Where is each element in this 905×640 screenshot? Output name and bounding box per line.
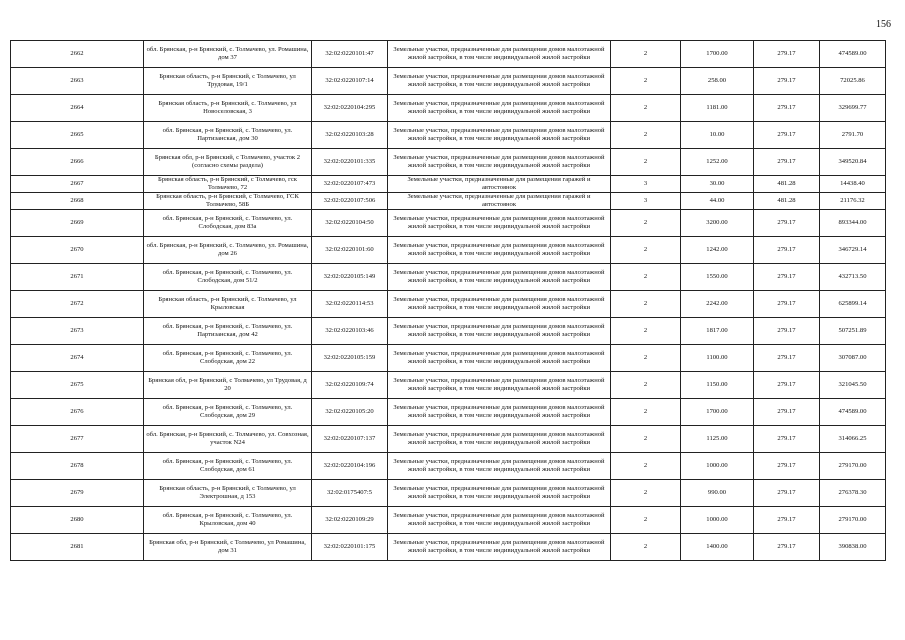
- cadastral-value-cell: 321045.50: [820, 372, 886, 399]
- table-row: [11, 176, 886, 193]
- row-number-cell: 2679: [11, 480, 144, 507]
- cadastral-number-cell: 32:02:0220103:28: [312, 122, 388, 149]
- rate-cell: 279.17: [754, 507, 820, 534]
- land-use-cell: Земельные участки, предназначенные для размещения домов малоэтажной жилой застройки, в том числе индивидуальной жилой застройки: [388, 345, 611, 372]
- cadastral-number-cell: 32:02:0220101:47: [312, 41, 388, 68]
- table-row: [11, 480, 886, 507]
- land-use-cell: Земельные участки, предназначенные для размещения домов малоэтажной жилой застройки, в том числе индивидуальной жилой застройки: [388, 372, 611, 399]
- row-number-cell: 2663: [11, 68, 144, 95]
- area-cell: 1242.00: [681, 237, 754, 264]
- land-use-cell: Земельные участки, предназначенные для размещения домов малоэтажной жилой застройки, в том числе индивидуальной жилой застройки: [388, 480, 611, 507]
- land-use-cell: Земельные участки, предназначенные для размещения домов малоэтажной жилой застройки, в том числе индивидуальной жилой застройки: [388, 318, 611, 345]
- row-number-cell: 2669: [11, 210, 144, 237]
- land-use-cell: Земельные участки, предназначенные для размещения домов малоэтажной жилой застройки, в том числе индивидуальной жилой застройки: [388, 95, 611, 122]
- address-cell: обл. Брянская, р-н Брянский, с. Толмачево, ул. Партизанская, дом 42: [144, 318, 312, 345]
- land-use-cell: Земельные участки, предназначенные для размещения гаражей и автостоянок: [388, 176, 611, 193]
- address-cell: обл. Брянская, р-н Брянский, с. Толмачево, ул. Слободская, дом 29: [144, 399, 312, 426]
- table-body: [11, 41, 886, 561]
- use-type-cell: 2: [611, 345, 681, 372]
- address-cell: Брянская область, р-н Брянский, с Толмачево, гск Толмачево, 72: [144, 176, 312, 193]
- address-cell: обл. Брянская, р-н Брянский, с. Толмачево, ул. Партизанская, дом 30: [144, 122, 312, 149]
- address-cell: обл. Брянская, р-н Брянский, с. Толмачево, ул. Слободская, дом 61: [144, 453, 312, 480]
- use-type-cell: 2: [611, 41, 681, 68]
- area-cell: 30.00: [681, 176, 754, 193]
- table-row: [11, 237, 886, 264]
- table-row: [11, 372, 886, 399]
- cadastral-number-cell: 32:02:0220107:473: [312, 176, 388, 193]
- cadastral-value-cell: 14438.40: [820, 176, 886, 193]
- row-number-cell: 2668: [11, 193, 144, 210]
- row-number-cell: 2675: [11, 372, 144, 399]
- area-cell: 1100.00: [681, 345, 754, 372]
- cadastral-number-cell: 32:02:0220103:46: [312, 318, 388, 345]
- table-row: [11, 318, 886, 345]
- cadastral-number-cell: 32:02:0220105:149: [312, 264, 388, 291]
- land-use-cell: Земельные участки, предназначенные для размещения домов малоэтажной жилой застройки, в том числе индивидуальной жилой застройки: [388, 534, 611, 561]
- address-cell: Брянская обл, р-н Брянский, с Толмачево, участок 2 (согласно схемы раздела): [144, 149, 312, 176]
- rate-cell: 279.17: [754, 345, 820, 372]
- table-row: [11, 507, 886, 534]
- area-cell: 258.00: [681, 68, 754, 95]
- rate-cell: 279.17: [754, 426, 820, 453]
- row-number-cell: 2681: [11, 534, 144, 561]
- cadastral-number-cell: 32:02:0220104:295: [312, 95, 388, 122]
- address-cell: обл. Брянская, р-н Брянский, с. Толмачево, ул. Слободская, дом 51/2: [144, 264, 312, 291]
- cadastral-number-cell: 32:02:0220104:50: [312, 210, 388, 237]
- rate-cell: 481.28: [754, 176, 820, 193]
- use-type-cell: 2: [611, 95, 681, 122]
- cadastral-value-cell: 432713.50: [820, 264, 886, 291]
- row-number-cell: 2670: [11, 237, 144, 264]
- use-type-cell: 2: [611, 453, 681, 480]
- use-type-cell: 2: [611, 210, 681, 237]
- area-cell: 1252.00: [681, 149, 754, 176]
- rate-cell: 279.17: [754, 237, 820, 264]
- use-type-cell: 2: [611, 480, 681, 507]
- address-cell: обл. Брянская, р-н Брянский, с. Толмачево, ул. Ромашина, дом 26: [144, 237, 312, 264]
- table-row: [11, 345, 886, 372]
- area-cell: 2242.00: [681, 291, 754, 318]
- area-cell: 1817.00: [681, 318, 754, 345]
- area-cell: 1181.00: [681, 95, 754, 122]
- cadastral-value-cell: 276378.30: [820, 480, 886, 507]
- rate-cell: 279.17: [754, 318, 820, 345]
- rate-cell: 279.17: [754, 95, 820, 122]
- table-row: [11, 41, 886, 68]
- cadastral-value-cell: 893344.00: [820, 210, 886, 237]
- row-number-cell: 2666: [11, 149, 144, 176]
- address-cell: Брянская область, р-н Брянский, с. Толмачево, ул Крыловская: [144, 291, 312, 318]
- rate-cell: 279.17: [754, 291, 820, 318]
- rate-cell: 279.17: [754, 480, 820, 507]
- land-use-cell: Земельные участки, предназначенные для размещения домов малоэтажной жилой застройки, в том числе индивидуальной жилой застройки: [388, 399, 611, 426]
- cadastral-value-cell: 314066.25: [820, 426, 886, 453]
- rate-cell: 279.17: [754, 122, 820, 149]
- cadastral-number-cell: 32:02:0220101:60: [312, 237, 388, 264]
- row-number-cell: 2665: [11, 122, 144, 149]
- cadastral-number-cell: 32:02:0220104:196: [312, 453, 388, 480]
- row-number-cell: 2672: [11, 291, 144, 318]
- area-cell: 1150.00: [681, 372, 754, 399]
- row-number-cell: 2671: [11, 264, 144, 291]
- rate-cell: 279.17: [754, 534, 820, 561]
- row-number-cell: 2680: [11, 507, 144, 534]
- cadastral-number-cell: 32:02:0220107:506: [312, 193, 388, 210]
- use-type-cell: 2: [611, 291, 681, 318]
- rate-cell: 279.17: [754, 41, 820, 68]
- land-use-cell: Земельные участки, предназначенные для размещения домов малоэтажной жилой застройки, в том числе индивидуальной жилой застройки: [388, 149, 611, 176]
- cadastral-number-cell: 32:02:0220101:175: [312, 534, 388, 561]
- row-number-cell: 2674: [11, 345, 144, 372]
- table-row: [11, 95, 886, 122]
- cadastral-value-cell: 21176.32: [820, 193, 886, 210]
- table-row: [11, 149, 886, 176]
- cadastral-number-cell: 32:02:0220107:137: [312, 426, 388, 453]
- address-cell: обл. Брянская, р-н Брянский, с. Толмачево, ул. Ромашина, дом 37: [144, 41, 312, 68]
- use-type-cell: 2: [611, 399, 681, 426]
- address-cell: обл. Брянская, р-н Брянский, с. Толмачево, ул. Совхозная, участок N24: [144, 426, 312, 453]
- area-cell: 3200.00: [681, 210, 754, 237]
- table-row: [11, 264, 886, 291]
- land-use-cell: Земельные участки, предназначенные для размещения домов малоэтажной жилой застройки, в том числе индивидуальной жилой застройки: [388, 507, 611, 534]
- row-number-cell: 2662: [11, 41, 144, 68]
- area-cell: 10.00: [681, 122, 754, 149]
- area-cell: 1700.00: [681, 399, 754, 426]
- land-use-cell: Земельные участки, предназначенные для размещения домов малоэтажной жилой застройки, в том числе индивидуальной жилой застройки: [388, 210, 611, 237]
- table-row: [11, 68, 886, 95]
- use-type-cell: 3: [611, 193, 681, 210]
- use-type-cell: 2: [611, 122, 681, 149]
- land-registry-table: [10, 40, 886, 561]
- address-cell: Брянская область, р-н Брянский, с Толмачево, ГСК Толмачево, 58Б: [144, 193, 312, 210]
- cadastral-number-cell: 32:02:0220105:20: [312, 399, 388, 426]
- cadastral-value-cell: 507251.89: [820, 318, 886, 345]
- use-type-cell: 2: [611, 237, 681, 264]
- use-type-cell: 2: [611, 534, 681, 561]
- table-row: [11, 210, 886, 237]
- cadastral-number-cell: 32:02:0220114:53: [312, 291, 388, 318]
- cadastral-value-cell: 2791.70: [820, 122, 886, 149]
- table-row: [11, 291, 886, 318]
- land-use-cell: Земельные участки, предназначенные для размещения домов малоэтажной жилой застройки, в том числе индивидуальной жилой застройки: [388, 68, 611, 95]
- table-row: [11, 453, 886, 480]
- address-cell: обл. Брянская, р-н Брянский, с. Толмачево, ул. Крыловская, дом 40: [144, 507, 312, 534]
- use-type-cell: 2: [611, 426, 681, 453]
- cadastral-value-cell: 279170.00: [820, 453, 886, 480]
- rate-cell: 279.17: [754, 149, 820, 176]
- row-number-cell: 2677: [11, 426, 144, 453]
- area-cell: 44.00: [681, 193, 754, 210]
- address-cell: Брянская обл, р-н Брянский, с Толмачево, ул Ромашина, дом 31: [144, 534, 312, 561]
- area-cell: 1550.00: [681, 264, 754, 291]
- address-cell: обл. Брянская, р-н Брянский, с. Толмачево, ул. Слободская, дом 83а: [144, 210, 312, 237]
- cadastral-number-cell: 32:02:0220107:14: [312, 68, 388, 95]
- cadastral-value-cell: 474589.00: [820, 399, 886, 426]
- table-row: [11, 122, 886, 149]
- use-type-cell: 2: [611, 68, 681, 95]
- cadastral-value-cell: 279170.00: [820, 507, 886, 534]
- area-cell: 1400.00: [681, 534, 754, 561]
- cadastral-value-cell: 307087.00: [820, 345, 886, 372]
- land-use-cell: Земельные участки, предназначенные для размещения домов малоэтажной жилой застройки, в том числе индивидуальной жилой застройки: [388, 453, 611, 480]
- cadastral-value-cell: 349520.84: [820, 149, 886, 176]
- area-cell: 1000.00: [681, 507, 754, 534]
- land-use-cell: Земельные участки, предназначенные для размещения домов малоэтажной жилой застройки, в том числе индивидуальной жилой застройки: [388, 426, 611, 453]
- cadastral-value-cell: 72025.86: [820, 68, 886, 95]
- cadastral-value-cell: 329699.77: [820, 95, 886, 122]
- cadastral-number-cell: 32:02:0220105:159: [312, 345, 388, 372]
- area-cell: 1000.00: [681, 453, 754, 480]
- cadastral-number-cell: 32:02:0220109:74: [312, 372, 388, 399]
- rate-cell: 279.17: [754, 453, 820, 480]
- address-cell: обл. Брянская, р-н Брянский, с. Толмачево, ул. Слободская, дом 22: [144, 345, 312, 372]
- table-row: [11, 193, 886, 210]
- land-use-cell: Земельные участки, предназначенные для размещения домов малоэтажной жилой застройки, в том числе индивидуальной жилой застройки: [388, 237, 611, 264]
- cadastral-number-cell: 32:02:0220109:29: [312, 507, 388, 534]
- cadastral-value-cell: 625899.14: [820, 291, 886, 318]
- cadastral-value-cell: 474589.00: [820, 41, 886, 68]
- cadastral-number-cell: 32:02:0175407:5: [312, 480, 388, 507]
- rate-cell: 481.28: [754, 193, 820, 210]
- rate-cell: 279.17: [754, 210, 820, 237]
- rate-cell: 279.17: [754, 372, 820, 399]
- cadastral-value-cell: 390838.00: [820, 534, 886, 561]
- land-use-cell: Земельные участки, предназначенные для размещения домов малоэтажной жилой застройки, в том числе индивидуальной жилой застройки: [388, 264, 611, 291]
- land-use-cell: Земельные участки, предназначенные для размещения домов малоэтажной жилой застройки, в том числе индивидуальной жилой застройки: [388, 41, 611, 68]
- area-cell: 1125.00: [681, 426, 754, 453]
- table-row: [11, 426, 886, 453]
- row-number-cell: 2678: [11, 453, 144, 480]
- area-cell: 990.00: [681, 480, 754, 507]
- use-type-cell: 2: [611, 372, 681, 399]
- rate-cell: 279.17: [754, 264, 820, 291]
- row-number-cell: 2664: [11, 95, 144, 122]
- area-cell: 1700.00: [681, 41, 754, 68]
- address-cell: Брянская область, р-н Брянский, с Толмачево, ул Трудовая, 19/1: [144, 68, 312, 95]
- use-type-cell: 2: [611, 264, 681, 291]
- use-type-cell: 2: [611, 318, 681, 345]
- address-cell: Брянская область, р-н Брянский, с. Толмачево, ул Новоселовская, 3: [144, 95, 312, 122]
- row-number-cell: 2676: [11, 399, 144, 426]
- use-type-cell: 2: [611, 507, 681, 534]
- row-number-cell: 2667: [11, 176, 144, 193]
- rate-cell: 279.17: [754, 399, 820, 426]
- land-use-cell: Земельные участки, предназначенные для размещения домов малоэтажной жилой застройки, в том числе индивидуальной жилой застройки: [388, 122, 611, 149]
- address-cell: Брянская область, р-н Брянский, с Толмачево, ул Электрошная, д 153: [144, 480, 312, 507]
- use-type-cell: 2: [611, 149, 681, 176]
- rate-cell: 279.17: [754, 68, 820, 95]
- page-number: 156: [876, 19, 891, 30]
- address-cell: Брянская обл, р-н Брянский, с Толмачево, ул Трудовая, д 20: [144, 372, 312, 399]
- table-row: [11, 399, 886, 426]
- table-row: [11, 534, 886, 561]
- row-number-cell: 2673: [11, 318, 144, 345]
- cadastral-number-cell: 32:02:0220101:335: [312, 149, 388, 176]
- use-type-cell: 3: [611, 176, 681, 193]
- land-use-cell: Земельные участки, предназначенные для размещения гаражей и автостоянок: [388, 193, 611, 210]
- land-use-cell: Земельные участки, предназначенные для размещения домов малоэтажной жилой застройки, в том числе индивидуальной жилой застройки: [388, 291, 611, 318]
- cadastral-value-cell: 346729.14: [820, 237, 886, 264]
